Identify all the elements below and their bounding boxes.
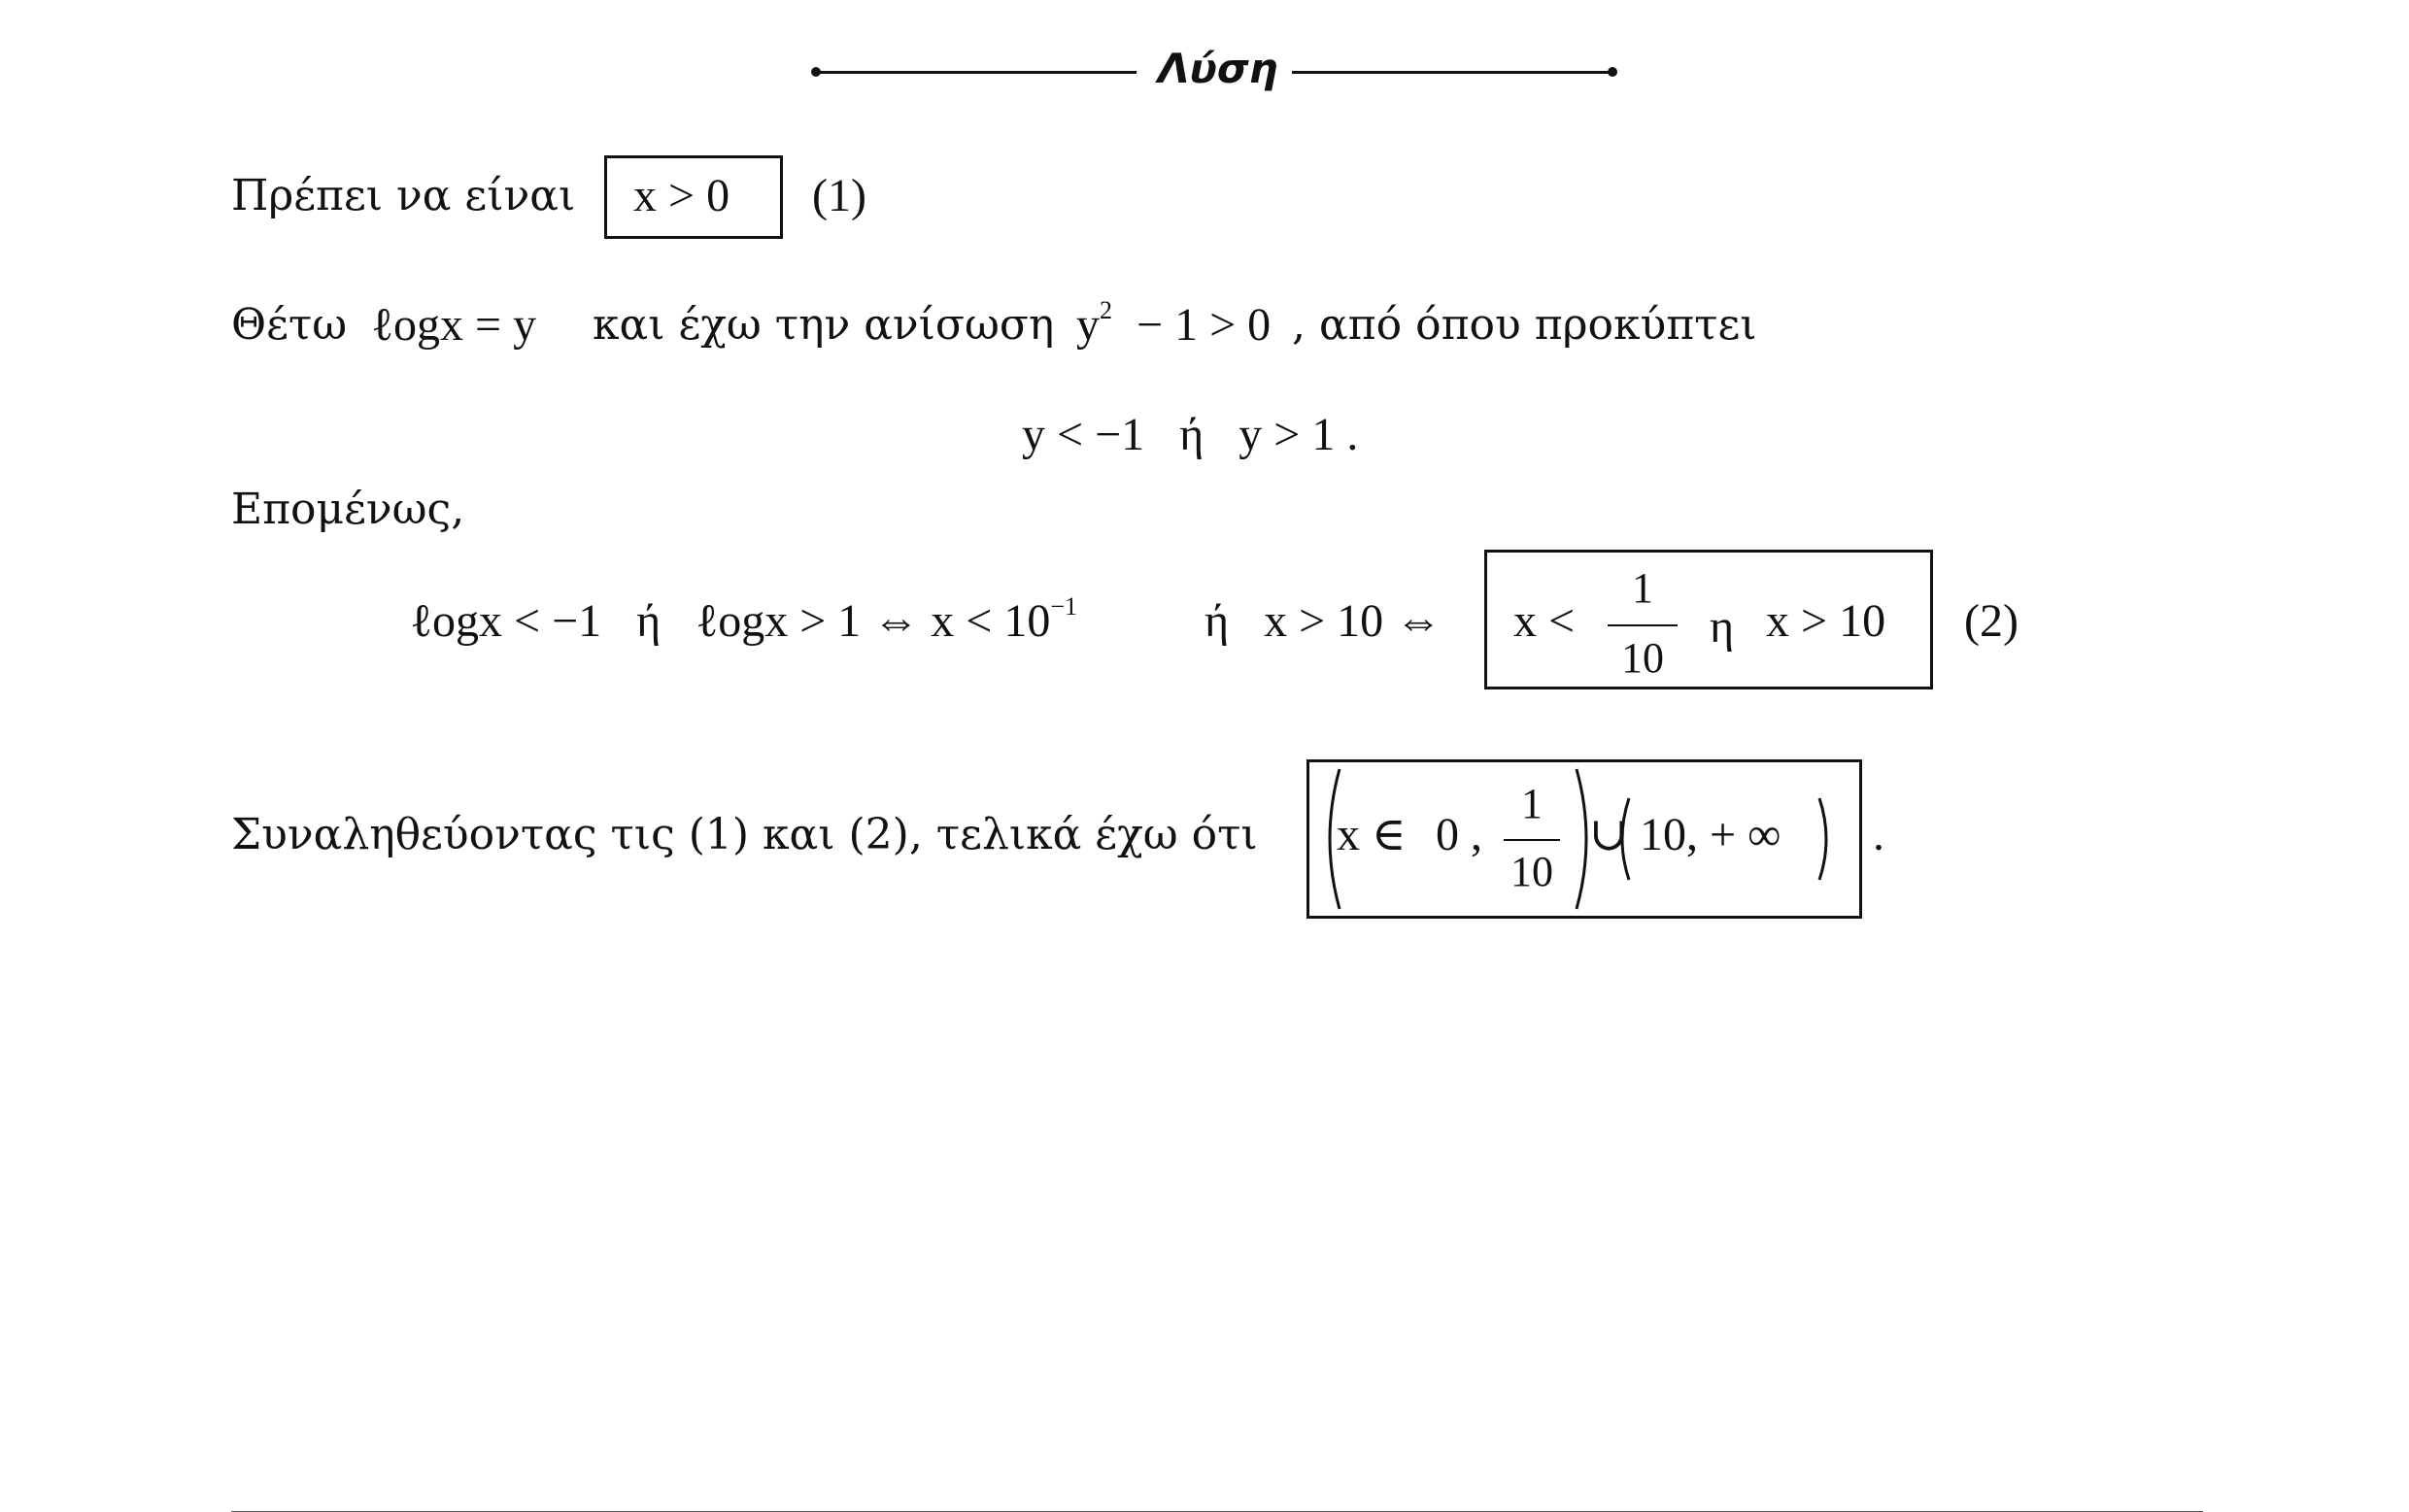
answer-frac-bar	[1504, 839, 1560, 841]
right-paren-2	[1819, 798, 1826, 880]
answer-zero: 0 ,	[1436, 809, 1482, 860]
therefore-label: Επομένως,	[231, 485, 465, 534]
log-chain-part2: ή x > 10 ⇔	[1204, 595, 1442, 647]
answer-frac-num: 1	[1521, 780, 1543, 827]
answer-x-in: x ∈	[1337, 809, 1407, 860]
ineq-var: y	[1076, 299, 1100, 351]
answer-interval2: 10, + ∞	[1640, 809, 1781, 860]
condition-1: x > 0	[633, 170, 730, 221]
log-chain	[410, 592, 1078, 647]
header-rule-left	[816, 71, 1137, 74]
ineq-exponent: 2	[1100, 296, 1112, 324]
answer-union: ∪	[1589, 809, 1629, 860]
conclusion-lead: Συναληθεύοντας τις (1) και (2), τελικά έχω ότι	[231, 810, 1258, 859]
header-dot-right	[1608, 67, 1617, 77]
answer-period: .	[1873, 809, 1884, 860]
inequality-rest: − 1 > 0	[1137, 299, 1272, 351]
box2-frac-num: 1	[1632, 564, 1653, 612]
line1-lead: Πρέπει να είναι	[231, 171, 576, 220]
page-title: Λύση	[1158, 45, 1278, 92]
box2-frac-den: 10	[1621, 634, 1664, 682]
box2-frac-bar	[1608, 624, 1678, 626]
ref-2: (2)	[1964, 595, 2019, 647]
solution-y: y < −1 ή y > 1 .	[1022, 409, 1359, 460]
header-rule-right	[1292, 71, 1612, 74]
box2-right: x > 10	[1766, 595, 1886, 647]
line2-lead: Θέτω	[231, 300, 348, 350]
ref-1: (1)	[812, 170, 866, 221]
left-paren-1	[1330, 769, 1340, 909]
right-paren-1	[1577, 769, 1586, 909]
answer-frac-den: 10	[1510, 848, 1553, 895]
box2-mid: η	[1710, 601, 1735, 653]
header-dot-left	[811, 67, 821, 77]
line2-mid: και έχω την ανίσωση	[593, 300, 1055, 350]
log-chain-part1: ℓogx < −1 ή ℓogx > 1 ⇔ x < 10	[410, 595, 1051, 647]
inequality-base	[1076, 296, 1112, 351]
substitution: ℓogx = y	[371, 299, 537, 351]
log-exponent: −1	[1050, 592, 1078, 621]
line2-tail: , από όπου προκύπτει	[1292, 300, 1757, 350]
box2-left: x <	[1513, 595, 1576, 647]
